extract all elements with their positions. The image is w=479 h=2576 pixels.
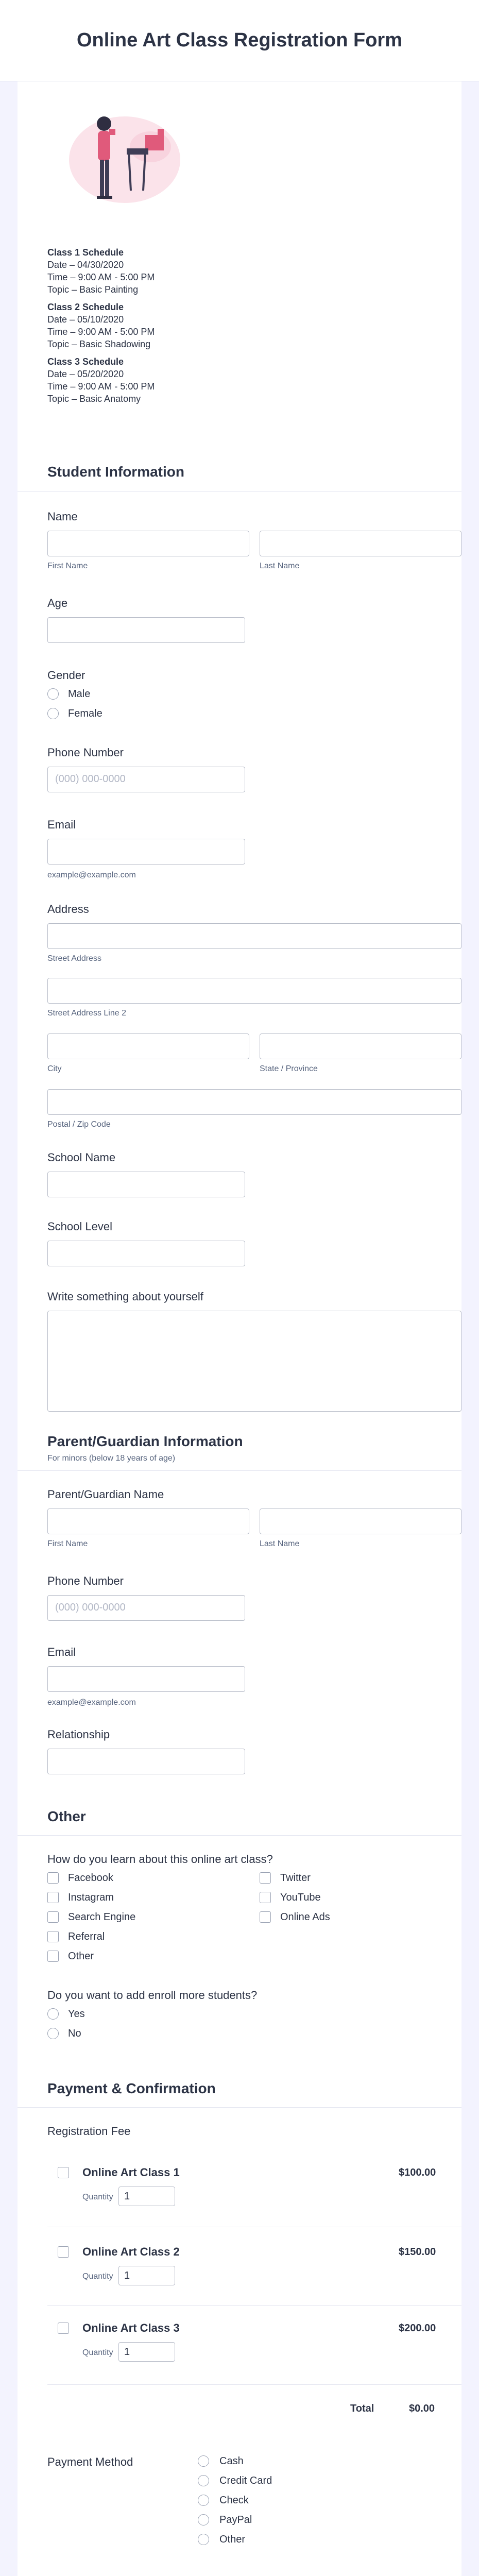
learn-youtube-checkbox[interactable]	[260, 1892, 271, 1903]
method-other-label: Other	[219, 2534, 246, 2545]
divider	[18, 1835, 461, 1836]
product-2-price: $150.00	[399, 2246, 436, 2258]
state-input[interactable]	[260, 1033, 461, 1059]
product-2-qty-label: Quantity	[82, 2272, 113, 2281]
age-input[interactable]	[47, 617, 245, 643]
student-section-heading: Student Information	[47, 464, 184, 480]
learn-instagram-label: Instagram	[68, 1892, 114, 1903]
email-input[interactable]	[47, 839, 245, 865]
enroll-yes-label: Yes	[68, 2008, 85, 2020]
city-hint: City	[47, 1064, 62, 1073]
gender-male-radio[interactable]	[47, 688, 59, 700]
guardian-email-label: Email	[47, 1646, 76, 1658]
schedule-topic: Topic – Basic Shadowing	[47, 339, 151, 349]
schedule-date: Date – 05/10/2020	[47, 314, 124, 325]
fee-label: Registration Fee	[47, 2125, 131, 2138]
guardian-email-hint: example@example.com	[47, 1698, 136, 1707]
divider	[47, 2384, 461, 2385]
learn-referral-label: Referral	[68, 1931, 105, 1942]
product-1-qty-input[interactable]: 1	[118, 2187, 175, 2206]
email-label: Email	[47, 818, 76, 831]
product-2-qty-input[interactable]: 1	[118, 2266, 175, 2285]
product-3-qty-label: Quantity	[82, 2348, 113, 2357]
enroll-label: Do you want to add enroll more students?	[47, 1989, 258, 2002]
street2-hint: Street Address Line 2	[47, 1009, 126, 1018]
schedule-time: Time – 9:00 AM - 5:00 PM	[47, 327, 155, 337]
street-hint: Street Address	[47, 954, 101, 963]
last-name-input[interactable]	[260, 531, 461, 556]
city-input[interactable]	[47, 1033, 249, 1059]
product-1-checkbox[interactable]	[58, 2167, 69, 2178]
postal-hint: Postal / Zip Code	[47, 1120, 111, 1129]
learn-referral-checkbox[interactable]	[47, 1931, 59, 1942]
first-name-input[interactable]	[47, 531, 249, 556]
phone-label: Phone Number	[47, 746, 124, 759]
state-hint: State / Province	[260, 1064, 318, 1073]
method-paypal-label: PayPal	[219, 2514, 252, 2526]
method-check-label: Check	[219, 2495, 249, 2506]
postal-input[interactable]	[47, 1089, 461, 1115]
payment-method-label: Payment Method	[47, 2455, 133, 2468]
relationship-input[interactable]	[47, 1749, 245, 1774]
enroll-no-radio[interactable]	[47, 2028, 59, 2039]
schedule-time: Time – 9:00 AM - 5:00 PM	[47, 272, 155, 282]
form-header	[0, 0, 479, 81]
product-1-name: Online Art Class 1	[82, 2166, 180, 2179]
class-schedules	[47, 246, 155, 405]
gender-label: Gender	[47, 669, 85, 682]
enroll-yes-radio[interactable]	[47, 2008, 59, 2020]
method-credit-card-radio[interactable]	[198, 2475, 209, 2486]
product-1-price: $100.00	[399, 2167, 436, 2178]
schedule-3	[47, 355, 155, 405]
painter-illustration	[47, 108, 181, 222]
guardian-last-name-hint: Last Name	[260, 1539, 300, 1548]
phone-input[interactable]: (000) 000-0000	[47, 767, 245, 792]
last-name-hint: Last Name	[260, 562, 300, 570]
schedule-title: Class 3 Schedule	[47, 357, 124, 367]
age-label: Age	[47, 597, 68, 609]
product-3-qty-input[interactable]: 1	[118, 2342, 175, 2362]
form-title: Online Art Class Registration Form	[76, 29, 403, 51]
product-2-checkbox[interactable]	[58, 2246, 69, 2258]
other-section-heading: Other	[47, 1808, 86, 1824]
street-input[interactable]	[47, 923, 461, 949]
method-cash-label: Cash	[219, 2455, 244, 2467]
learn-other-checkbox[interactable]	[47, 1951, 59, 1962]
schedule-1	[47, 246, 155, 296]
total-label: Total	[350, 2403, 374, 2414]
street2-input[interactable]	[47, 978, 461, 1004]
product-1-qty-label: Quantity	[82, 2193, 113, 2201]
total-value: $0.00	[409, 2403, 435, 2414]
guardian-last-name-input[interactable]	[260, 1509, 461, 1534]
schedule-title: Class 1 Schedule	[47, 247, 124, 258]
first-name-hint: First Name	[47, 562, 88, 570]
learn-label: How do you learn about this online art class?	[47, 1853, 273, 1866]
schedule-time: Time – 9:00 AM - 5:00 PM	[47, 381, 155, 392]
name-label: Name	[47, 510, 78, 523]
guardian-email-input[interactable]	[47, 1666, 245, 1692]
guardian-phone-input[interactable]: (000) 000-0000	[47, 1595, 245, 1621]
learn-other-label: Other	[68, 1951, 94, 1962]
method-cash-radio[interactable]	[198, 2455, 209, 2467]
method-paypal-radio[interactable]	[198, 2514, 209, 2526]
method-check-radio[interactable]	[198, 2495, 209, 2506]
gender-female-radio[interactable]	[47, 708, 59, 719]
relationship-label: Relationship	[47, 1728, 110, 1741]
guardian-first-name-hint: First Name	[47, 1539, 88, 1548]
about-textarea[interactable]	[47, 1311, 461, 1412]
guardian-first-name-input[interactable]	[47, 1509, 249, 1534]
method-other-radio[interactable]	[198, 2534, 209, 2545]
school-name-input[interactable]	[47, 1172, 245, 1197]
schedule-topic: Topic – Basic Anatomy	[47, 394, 141, 404]
form-card	[18, 81, 461, 2576]
schedule-2	[47, 301, 155, 350]
learn-online-ads-checkbox[interactable]	[260, 1911, 271, 1923]
learn-facebook-label: Facebook	[68, 1872, 113, 1884]
divider	[47, 2305, 461, 2306]
email-hint: example@example.com	[47, 871, 136, 879]
product-2-name: Online Art Class 2	[82, 2245, 180, 2258]
payment-section-heading: Payment & Confirmation	[47, 2080, 216, 2096]
learn-youtube-label: YouTube	[280, 1892, 321, 1903]
gender-female-label: Female	[68, 708, 102, 719]
learn-facebook-checkbox[interactable]	[47, 1872, 59, 1884]
learn-online-ads-label: Online Ads	[280, 1911, 330, 1923]
schedule-date: Date – 04/30/2020	[47, 260, 124, 270]
guardian-section-heading: Parent/Guardian Information	[47, 1433, 243, 1449]
gender-male-label: Male	[68, 688, 91, 700]
learn-instagram-checkbox[interactable]	[47, 1892, 59, 1903]
divider	[18, 2107, 461, 2108]
learn-search-engine-checkbox[interactable]	[47, 1911, 59, 1923]
guardian-phone-label: Phone Number	[47, 1574, 124, 1587]
method-credit-card-label: Credit Card	[219, 2475, 272, 2486]
product-3-name: Online Art Class 3	[82, 2321, 180, 2334]
address-label: Address	[47, 903, 89, 916]
divider	[18, 1470, 461, 1471]
schedule-topic: Topic – Basic Painting	[47, 284, 139, 295]
schedule-title: Class 2 Schedule	[47, 302, 124, 312]
school-level-input[interactable]	[47, 1241, 245, 1266]
school-name-label: School Name	[47, 1151, 116, 1164]
guardian-name-label: Parent/Guardian Name	[47, 1488, 164, 1501]
about-label: Write something about yourself	[47, 1290, 203, 1303]
learn-search-engine-label: Search Engine	[68, 1911, 136, 1923]
school-level-label: School Level	[47, 1220, 112, 1233]
product-3-checkbox[interactable]	[58, 2323, 69, 2334]
schedule-date: Date – 05/20/2020	[47, 369, 124, 379]
product-3-price: $200.00	[399, 2323, 436, 2334]
learn-twitter-label: Twitter	[280, 1872, 311, 1884]
enroll-no-label: No	[68, 2028, 81, 2039]
learn-twitter-checkbox[interactable]	[260, 1872, 271, 1884]
guardian-subheading: For minors (below 18 years of age)	[47, 1454, 176, 1463]
